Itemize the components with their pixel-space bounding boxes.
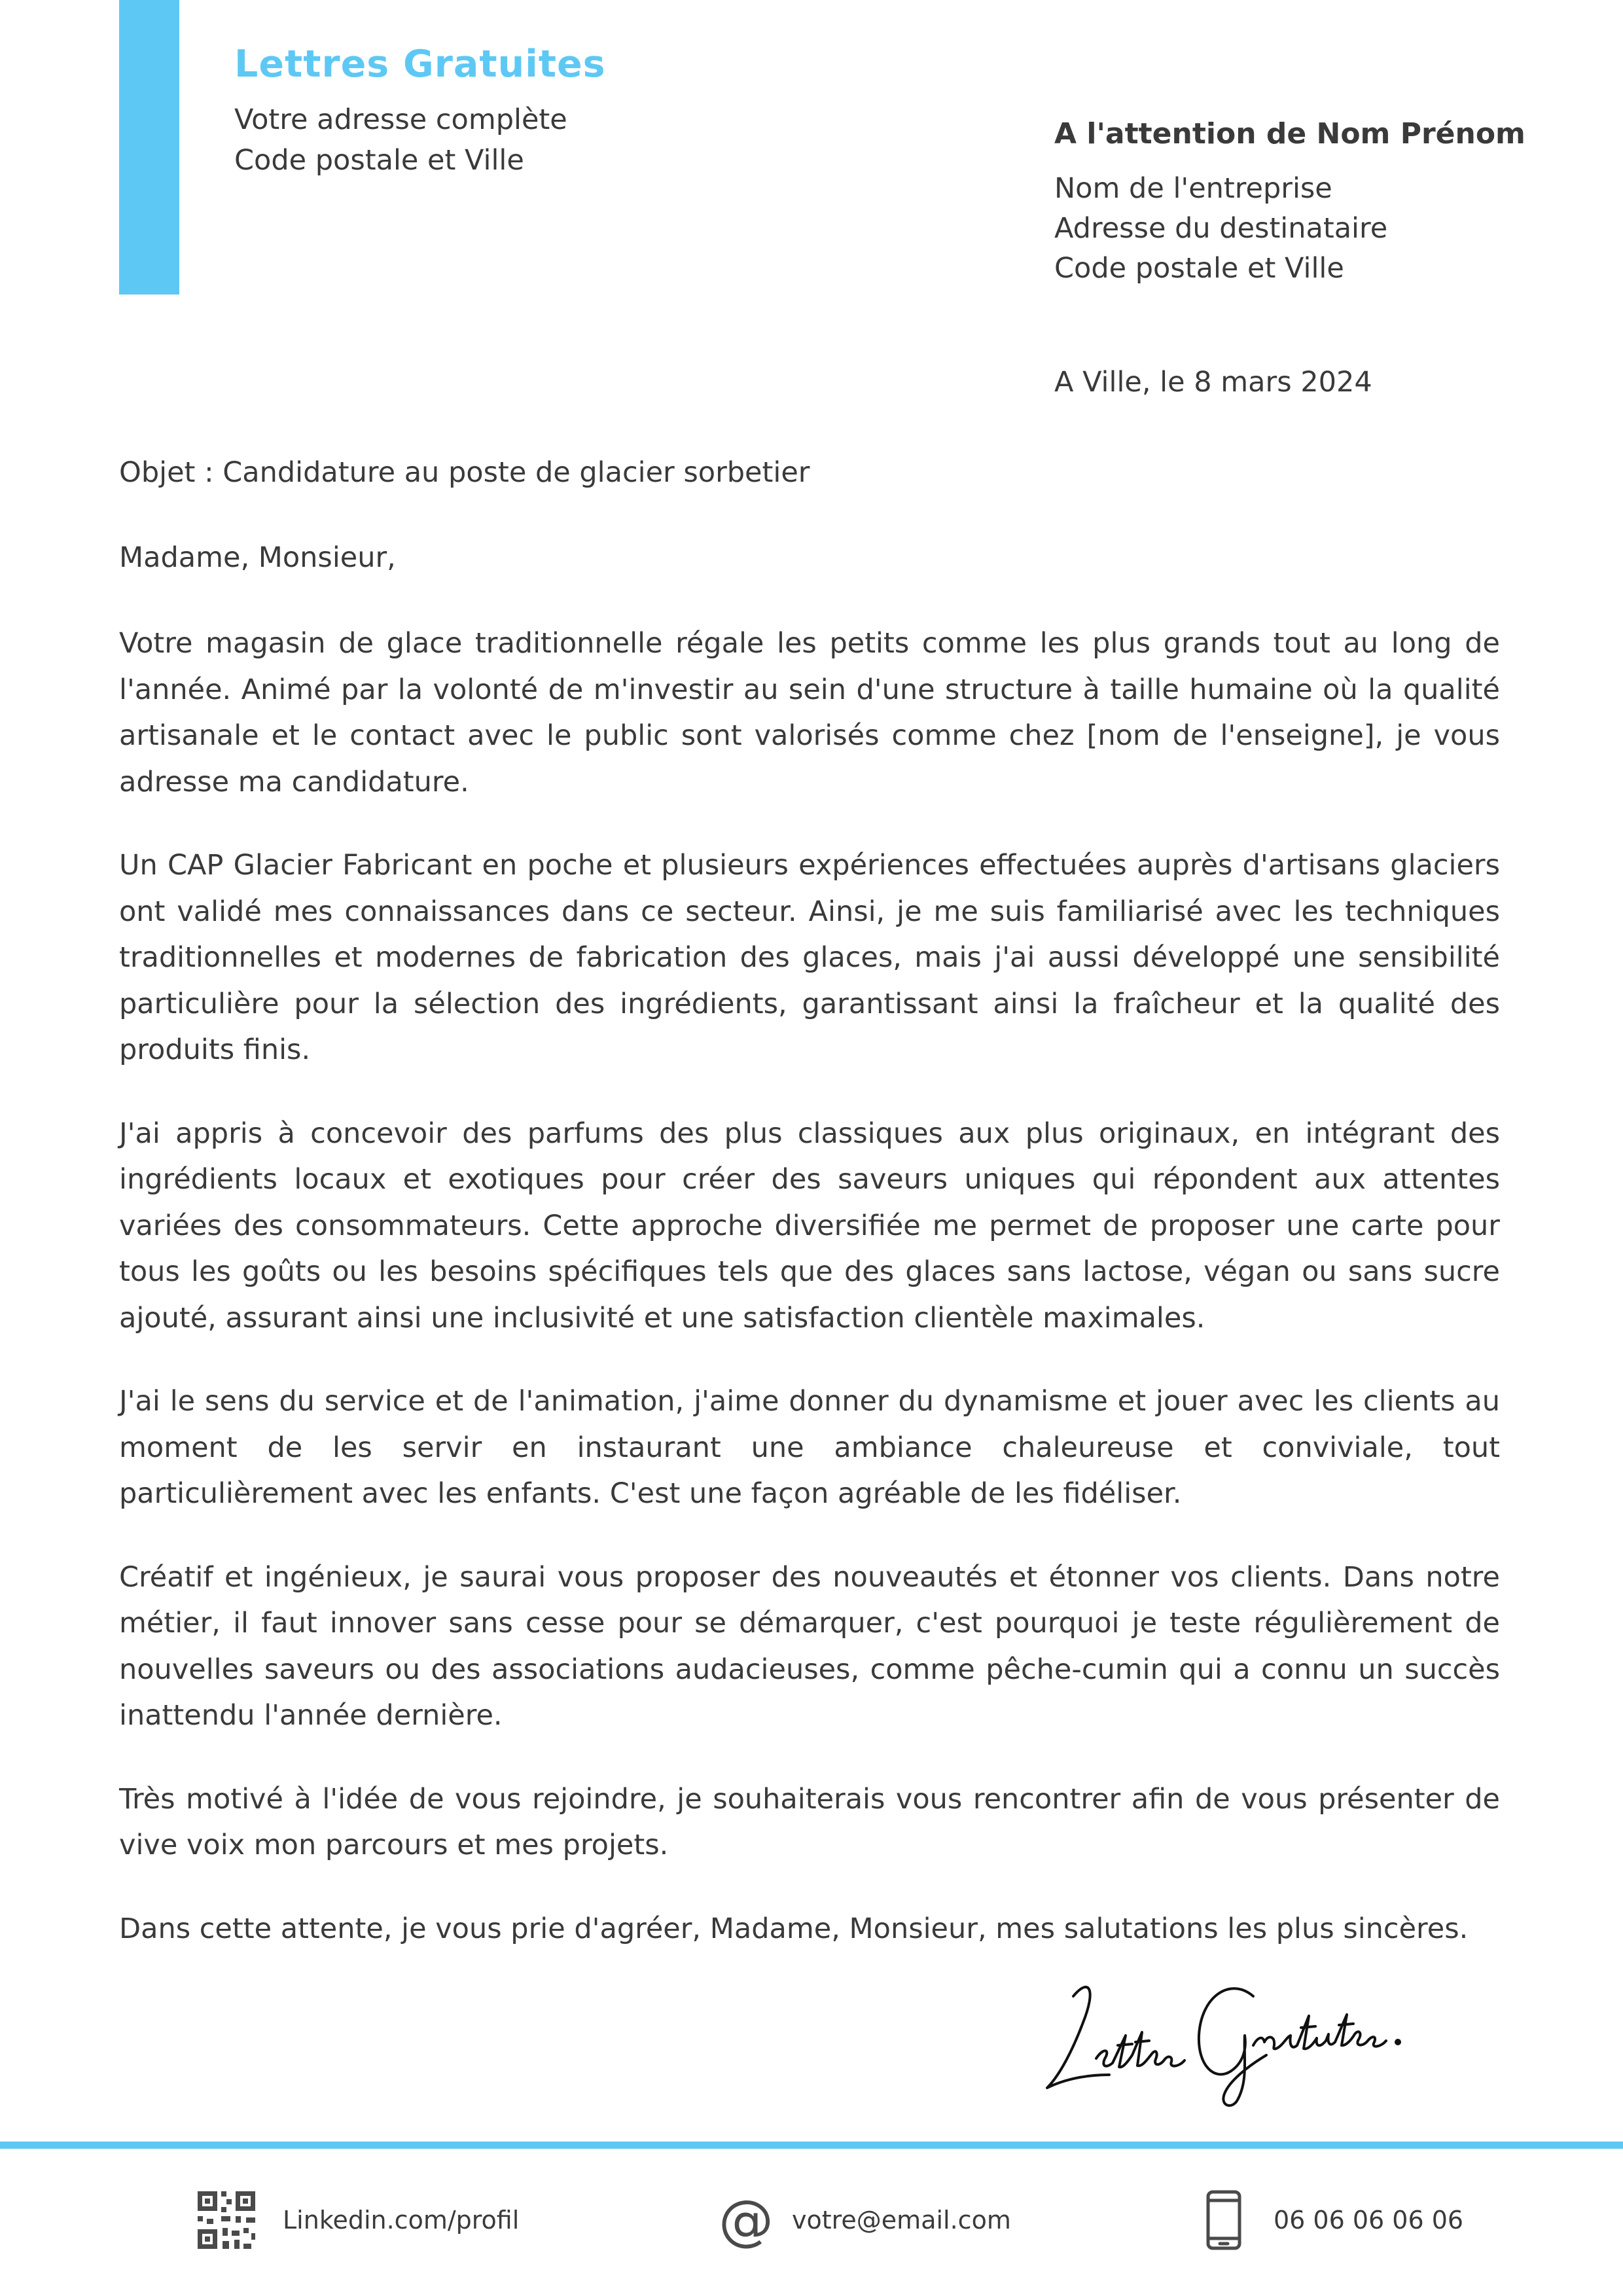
sender-address: Votre adresse complète — [234, 103, 567, 136]
header-accent-bar — [119, 0, 179, 295]
handwritten-signature — [1027, 1950, 1407, 2108]
smartphone-icon — [1203, 2190, 1245, 2250]
sender-city: Code postale et Ville — [234, 144, 524, 177]
sender-block — [234, 38, 606, 181]
footer-linkedin[interactable] — [196, 2190, 519, 2250]
recipient-company: Nom de l'entreprise — [1054, 172, 1332, 205]
body-paragraph: Très motivé à l'idée de vous rejoindre, je souhaiterais vous rencontrer afin de vous présenter de vive voix mon parcours et mes projets. — [119, 1782, 1500, 1861]
footer-email[interactable] — [720, 2190, 1011, 2250]
letter-body — [119, 620, 1500, 1989]
closing-paragraph: Dans cette attente, je vous prie d'agréer, Madame, Monsieur, mes salutations les plus sincères. — [119, 1912, 1469, 1945]
recipient-block — [1054, 111, 1525, 289]
letter-salutation: Madame, Monsieur, — [119, 541, 396, 574]
at-sign-icon: @ — [719, 2188, 774, 2252]
body-paragraph: J'ai appris à concevoir des parfums des plus classiques aux plus originaux, en intégrant des ingrédients locaux et exotiques pour créer des saveurs uniques qui répondent aux attentes variées des consommateurs. Cette approche diversifiée me permet de proposer une carte pour tous les goûts ou les besoins spécifiques tels que des glaces sans lactose, végan ou sans sucre ajouté, assurant ainsi une inclusivité et une satisfaction clientèle maximales. — [119, 1117, 1500, 1335]
footer-divider — [0, 2142, 1623, 2149]
letter-subject: Objet : Candidature au poste de glacier sorbetier — [119, 456, 810, 489]
phone-text: 06 06 06 06 06 — [1274, 2206, 1464, 2234]
recipient-city: Code postale et Ville — [1054, 252, 1344, 285]
body-paragraph: Un CAP Glacier Fabricant en poche et plusieurs expériences effectuées auprès d'artisans glaciers ont validé mes connaissances dans ce secteur. Ainsi, je me suis familiarisé avec les techniques traditionnelles et modernes de fabrication des glaces, mais j'ai aussi développé une sensibilité particulière pour la sélection des ingrédients, garantissant ainsi la fraîcheur et la qualité des produits finis. — [119, 849, 1500, 1066]
footer-phone[interactable] — [1203, 2190, 1463, 2250]
body-paragraph: Créatif et ingénieux, je saurai vous proposer des nouveautés et étonner vos clients. Dans notre métier, il faut innover sans cesse pour se démarquer, c'est pourquoi je teste régulièrement de nouvelles saveurs ou des associations audacieuses, comme pêche-cumin qui a connu un succès inattendu l'année dernière. — [119, 1560, 1500, 1732]
sender-name: Lettres Gratuites — [234, 43, 606, 86]
body-paragraph: J'ai le sens du service et de l'animation, j'aime donner du dynamisme et jouer avec les clients au moment de les servir en instaurant une ambiance chaleureuse et conviviale, tout particulièrement avec les enfants. C'est une façon agréable de les fidéliser. — [119, 1385, 1500, 1510]
recipient-attention: A l'attention de Nom Prénom — [1054, 117, 1525, 151]
linkedin-text: Linkedin.com/profil — [283, 2206, 520, 2234]
qr-code-icon — [196, 2190, 257, 2250]
body-paragraph: Votre magasin de glace traditionnelle régale les petits comme les plus grands tout au long de l'année. Animé par la volonté de m'investir au sein d'une structure à taille humaine où la qualité artisanale et le contact avec le public sont valorisés comme chez [nom de l'enseigne], je vous adresse ma candidature. — [119, 627, 1500, 798]
letter-date: A Ville, le 8 mars 2024 — [1054, 366, 1372, 399]
email-text: votre@email.com — [792, 2206, 1011, 2234]
recipient-address: Adresse du destinataire — [1054, 212, 1388, 245]
